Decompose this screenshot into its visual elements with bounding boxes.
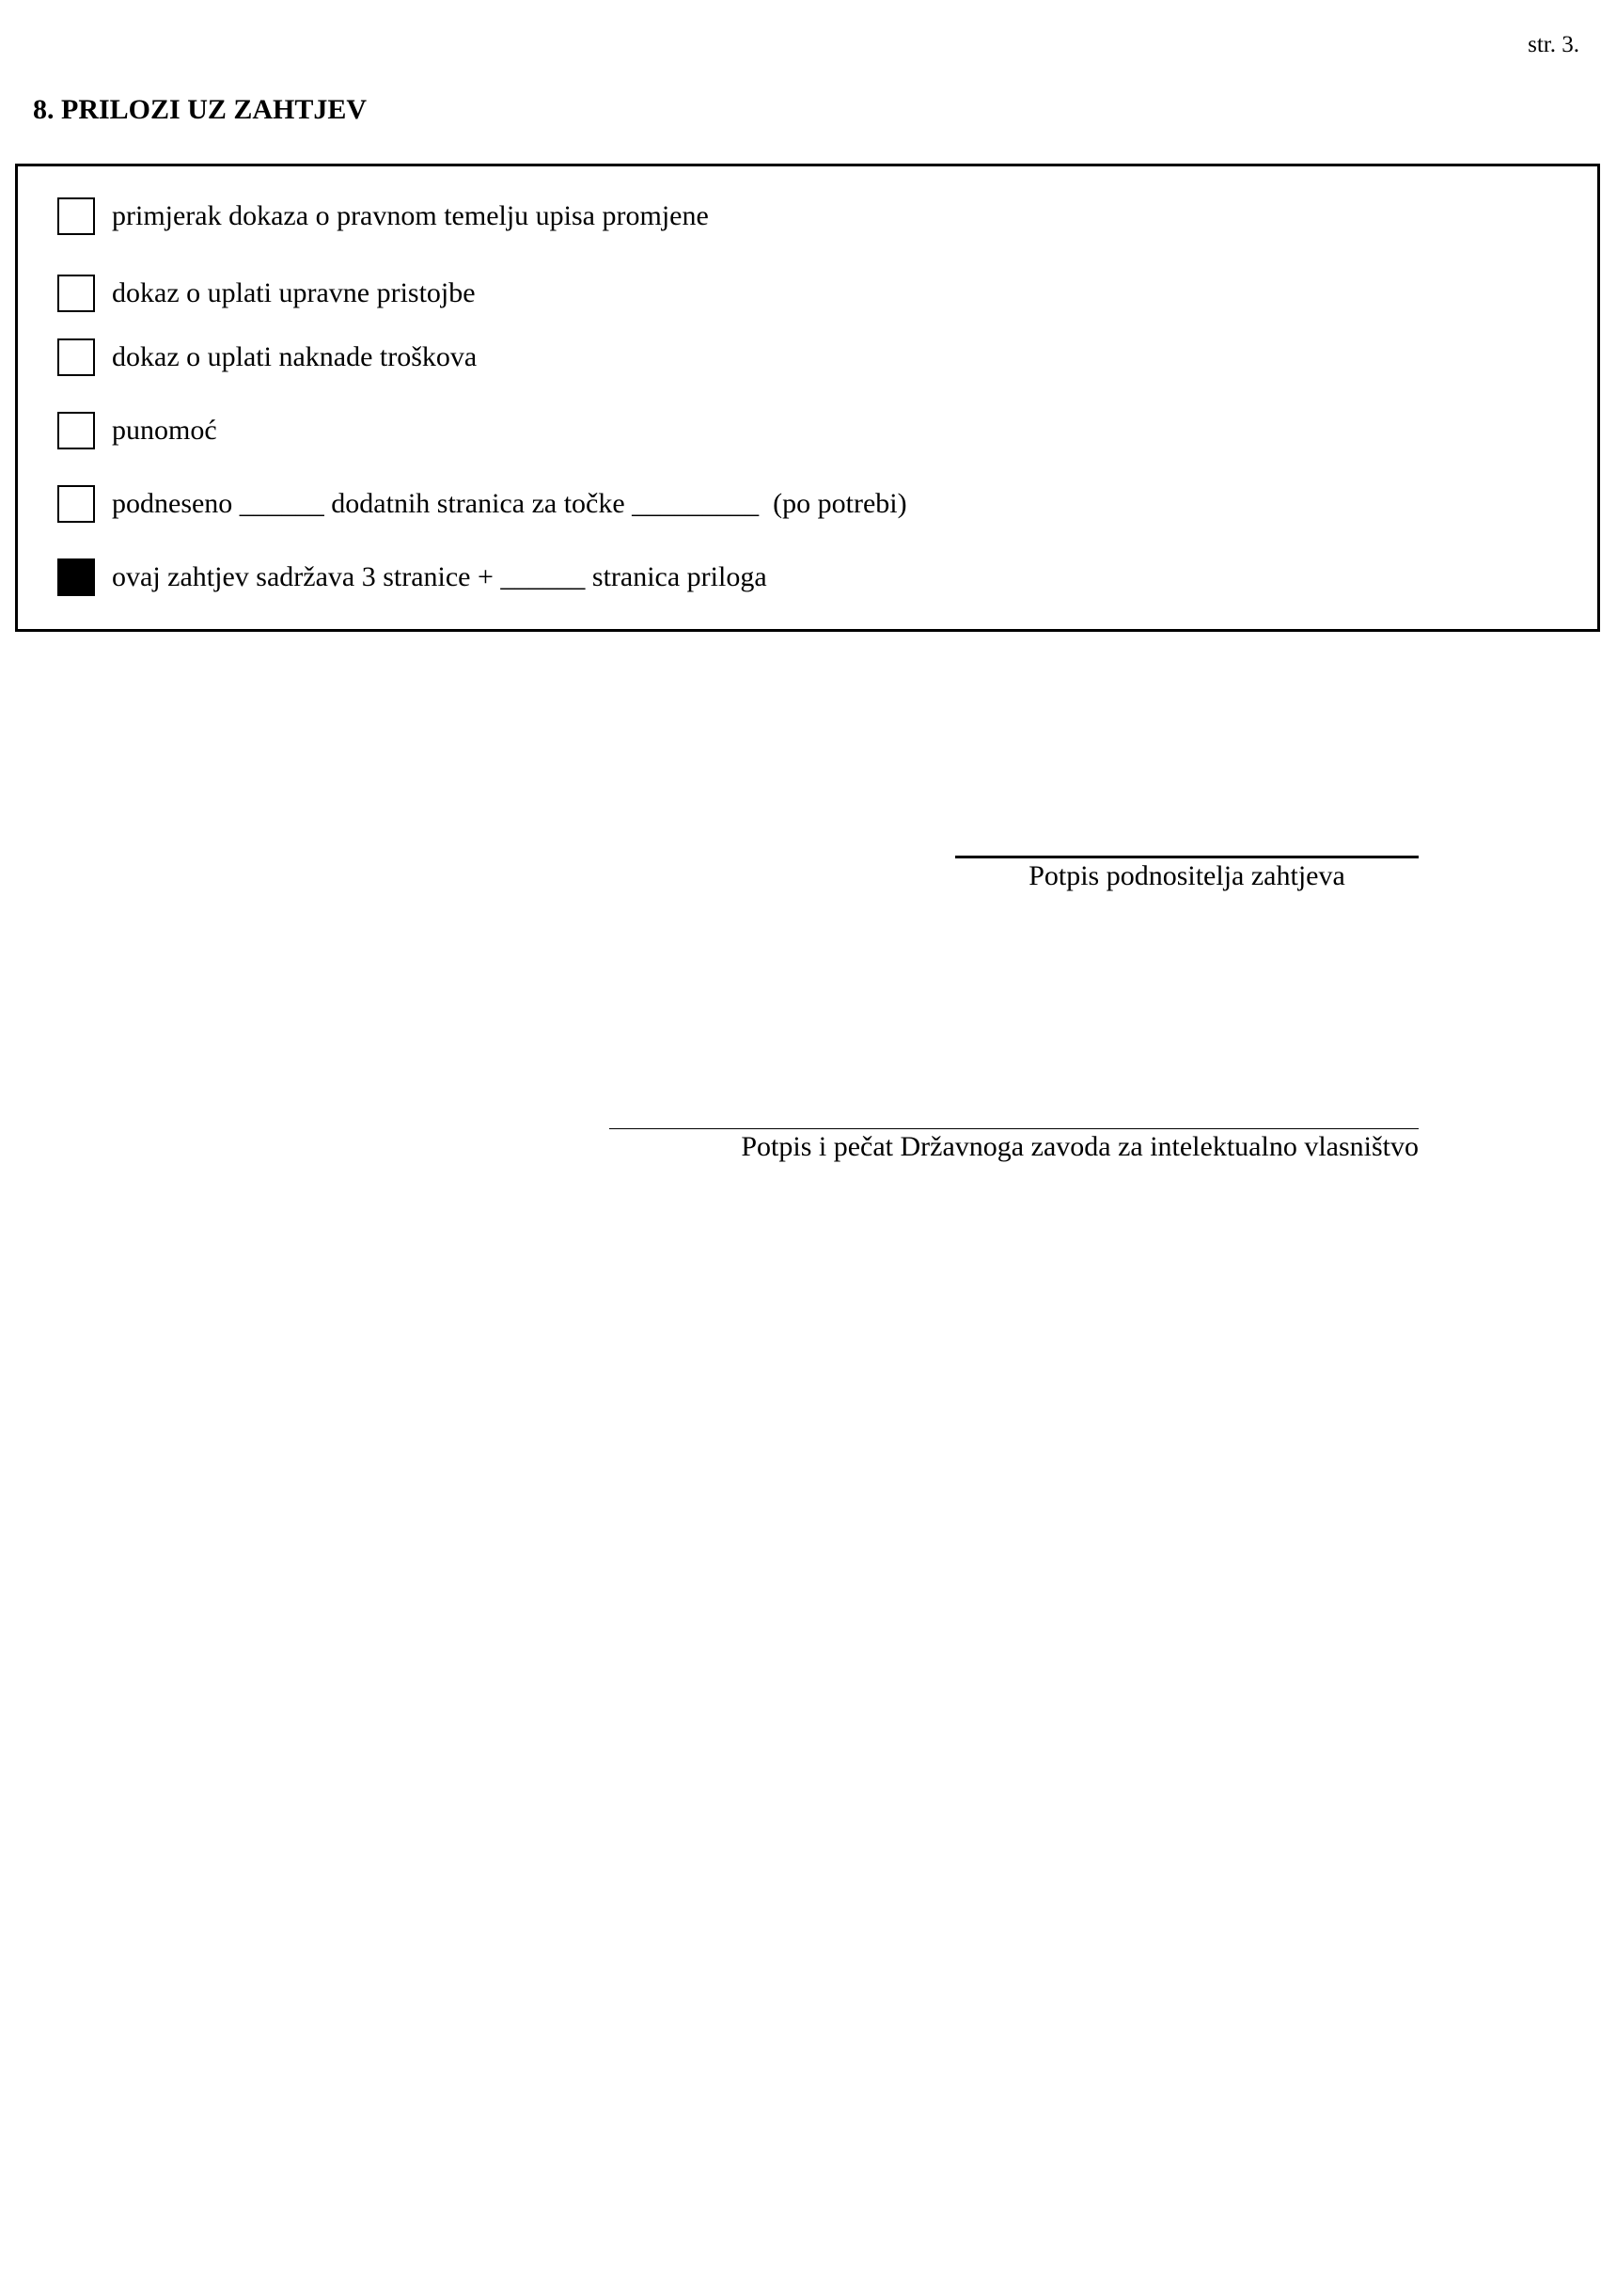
attachment-item-legal-basis[interactable] — [57, 197, 709, 236]
checkbox-additional-pages[interactable] — [57, 485, 95, 523]
attachments-box — [15, 164, 1600, 632]
office-signature-block — [609, 1128, 1419, 1162]
checkbox-power-of-attorney[interactable] — [57, 412, 95, 449]
attachment-item-additional-pages[interactable] — [57, 484, 907, 524]
office-signature-line[interactable] — [609, 1128, 1419, 1129]
office-signature-label: Potpis i pečat Državnoga zavoda za intelektualno vlasništvo — [741, 1131, 1419, 1162]
section-title: 8. PRILOZI UZ ZAHTJEV — [33, 94, 368, 125]
applicant-signature-line[interactable] — [955, 856, 1419, 858]
attachment-label: podneseno ______ dodatnih stranica za točke _________ (po potrebi) — [112, 488, 907, 519]
attachment-label: dokaz o uplati naknade troškova — [112, 341, 478, 372]
applicant-signature-block — [955, 856, 1419, 891]
checkbox-legal-basis[interactable] — [57, 197, 95, 235]
attachment-item-page-count[interactable] — [57, 558, 767, 597]
checkbox-cost-fee[interactable] — [57, 338, 95, 376]
checkbox-admin-fee[interactable] — [57, 275, 95, 312]
attachment-item-cost-fee[interactable] — [57, 338, 477, 377]
attachment-label: punomoć — [112, 415, 217, 446]
applicant-signature-label: Potpis podnositelja zahtjeva — [1028, 860, 1345, 891]
attachment-label: dokaz o uplati upravne pristojbe — [112, 277, 476, 308]
checkbox-page-count[interactable] — [57, 558, 95, 596]
attachment-label: primjerak dokaza o pravnom temelju upisa promjene — [112, 200, 709, 231]
page-number: str. 3. — [1528, 32, 1579, 57]
attachment-item-admin-fee[interactable] — [57, 274, 476, 313]
attachment-label: ovaj zahtjev sadržava 3 stranice + ______ stranica priloga — [112, 561, 767, 592]
attachment-item-power-of-attorney[interactable] — [57, 411, 217, 450]
